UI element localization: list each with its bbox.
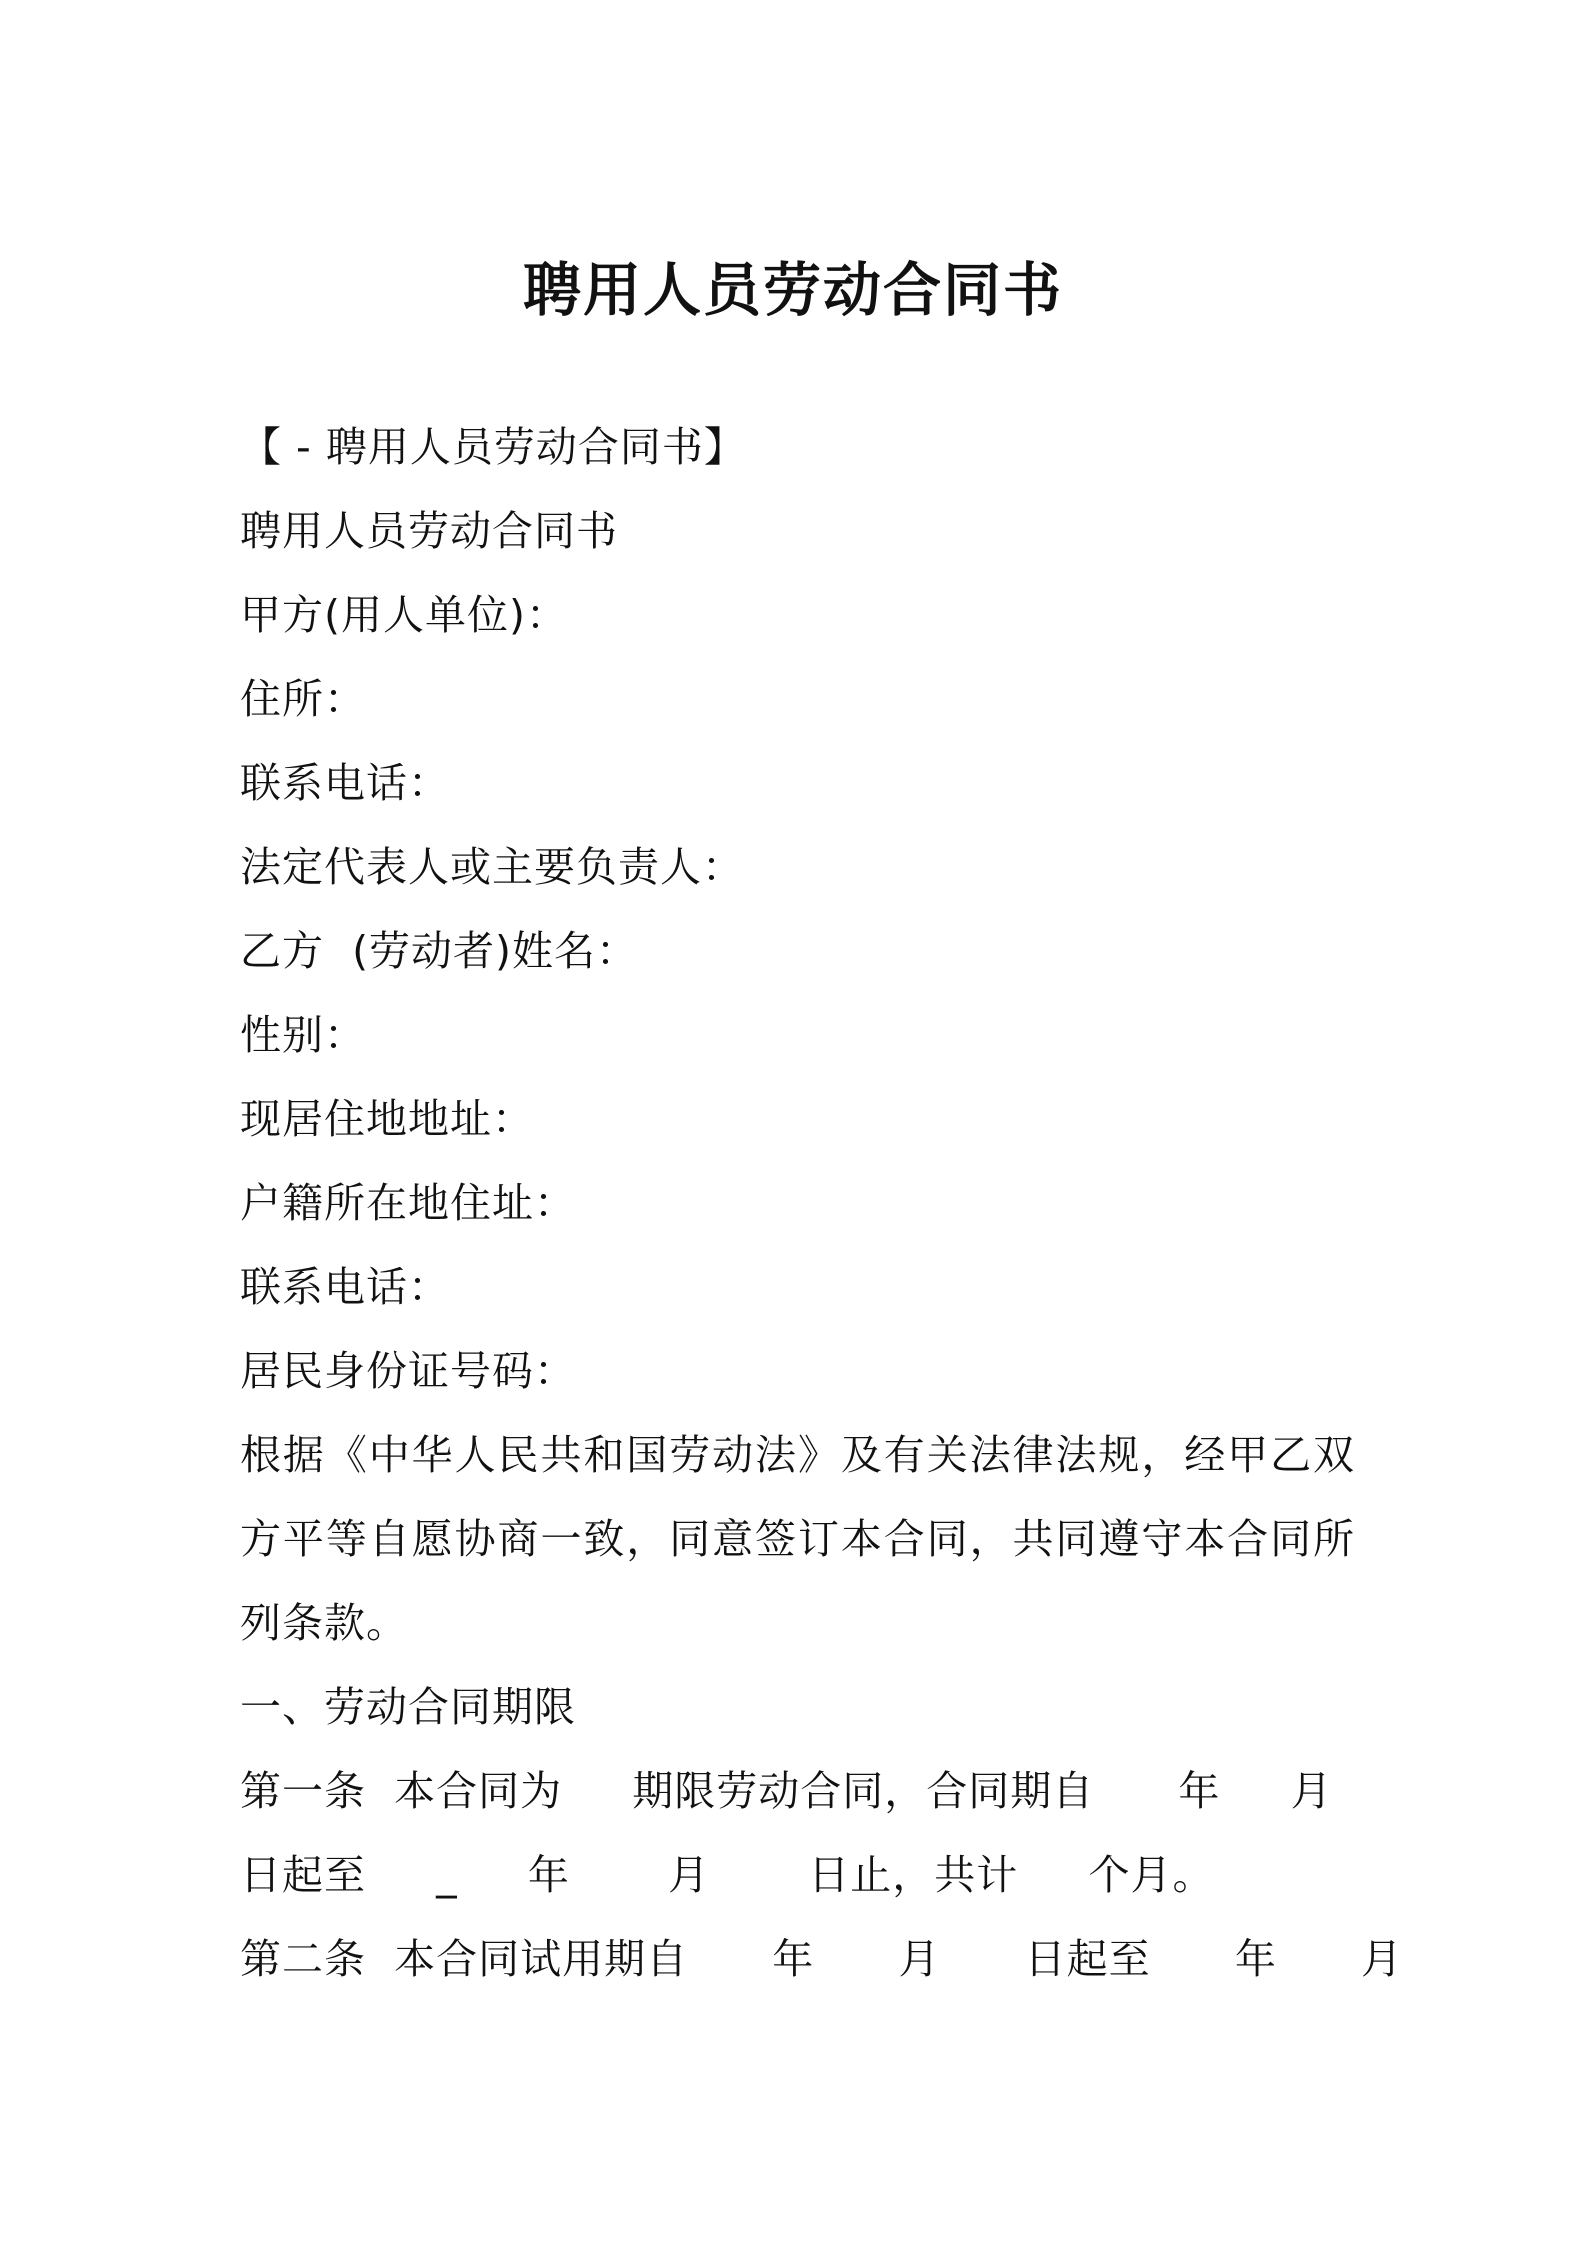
- party-b-phone-field: 联系电话：: [240, 1263, 450, 1311]
- id-number-field: 居民身份证号码：: [240, 1347, 576, 1395]
- contract-name-line: 聘用人员劳动合同书: [240, 507, 618, 555]
- document-title: 聘用人员劳动合同书: [522, 256, 1063, 324]
- household-address-field: 户籍所在地住址：: [240, 1179, 576, 1227]
- party-b-name-field: 乙方 (劳动者)姓名：: [240, 927, 639, 975]
- preamble-line-1: 根据《中华人民共和国劳动法》及有关法律法规，经甲乙双: [240, 1431, 1355, 1479]
- subtitle-bracket-line: 【 - 聘用人员劳动合同书】: [240, 423, 746, 471]
- article-1-line-1: 第一条 本合同为 期限劳动合同，合同期自 年 月: [240, 1767, 1333, 1815]
- legal-representative-field: 法定代表人或主要负责人：: [240, 843, 744, 891]
- current-address-field: 现居住地地址：: [240, 1095, 534, 1143]
- article-2-line-1: 第二条 本合同试用期自 年 月 日起至 年 月: [240, 1935, 1404, 1983]
- gender-field: 性别：: [240, 1011, 366, 1059]
- party-a-address-field: 住所：: [240, 675, 366, 723]
- party-a-phone-field: 联系电话：: [240, 759, 450, 807]
- article-1-line-2: 日起至 _ 年 月 日止，共计 个月。: [240, 1851, 1215, 1899]
- document-body: [240, 405, 1404, 2001]
- section-heading-term: 一、劳动合同期限: [240, 1683, 576, 1731]
- preamble-line-2: 方平等自愿协商一致，同意签订本合同，共同遵守本合同所: [240, 1515, 1355, 1563]
- preamble-line-3: 列条款。: [240, 1599, 408, 1647]
- party-a-employer-field: 甲方(用人单位)：: [240, 591, 568, 639]
